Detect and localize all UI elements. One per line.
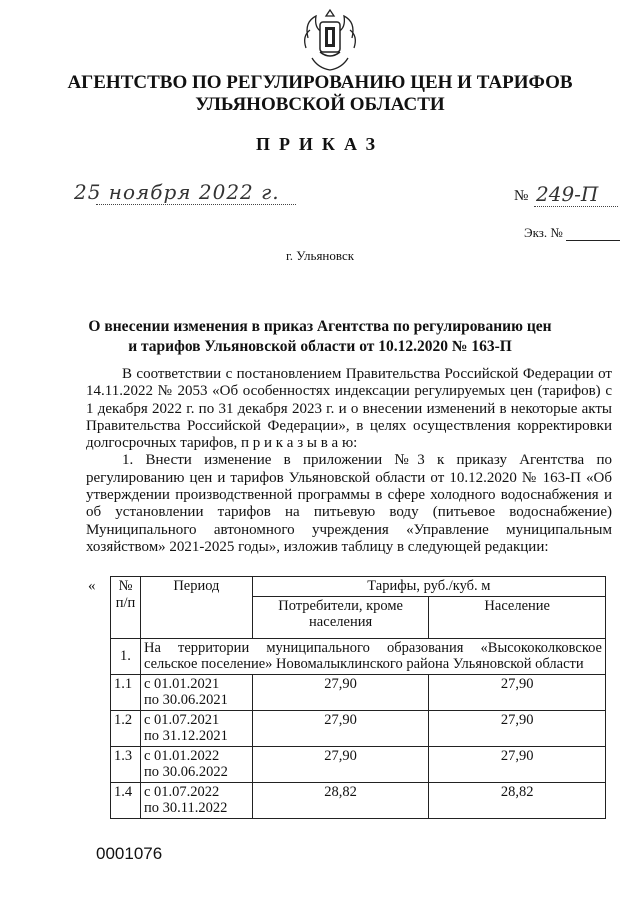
table-row — [111, 674, 606, 710]
population-value-cell: 27,90 — [429, 674, 606, 710]
date-underline — [96, 204, 296, 205]
row-num-cell: 1.2 — [111, 710, 141, 746]
header-period-cell: Период — [140, 577, 252, 639]
period-to: по 30.06.2022 — [143, 764, 228, 780]
copy-number-line — [566, 240, 620, 241]
order-subject — [0, 317, 640, 357]
table-row — [111, 746, 606, 782]
period-from: с 01.01.2022 — [143, 747, 220, 764]
table-row — [111, 782, 606, 818]
period-from: с 01.01.2021 — [143, 675, 220, 692]
consumers-value-cell: 27,90 — [252, 674, 429, 710]
row-num-cell: 1.3 — [111, 746, 141, 782]
period-from: с 01.07.2021 — [143, 711, 220, 728]
table-row — [111, 710, 606, 746]
period-to: по 30.11.2022 — [143, 800, 228, 816]
section-num-cell: 1. — [111, 638, 141, 674]
subject-line2: и тарифов Ульяновской области от 10.12.2020 № 163-П — [128, 338, 512, 355]
consumers-value-cell: 27,90 — [252, 746, 429, 782]
subject-line1: О внесении изменения в приказ Агентства по регулированию цен — [88, 318, 552, 335]
agency-name-line2: УЛЬЯНОВСКОЙ ОБЛАСТИ — [195, 94, 445, 115]
agency-name — [0, 72, 640, 116]
header-num-cell: № п/п — [111, 577, 141, 639]
population-value-cell: 27,90 — [429, 710, 606, 746]
agency-name-line1: АГЕНТСТВО ПО РЕГУЛИРОВАНИЮ ЦЕН И ТАРИФОВ — [67, 72, 573, 93]
table-opening-quote: « — [88, 578, 96, 594]
table-section-row — [111, 638, 606, 674]
row-num-cell: 1.4 — [111, 782, 141, 818]
city-name: г. Ульяновск — [285, 248, 355, 263]
period-to: по 31.12.2021 — [143, 728, 228, 744]
document-serial-number: 0001076 — [96, 844, 163, 863]
period-to: по 30.06.2021 — [143, 692, 228, 708]
header-consumers-cell: Потребители, кроме населения — [252, 596, 429, 638]
row-period-cell — [140, 674, 252, 710]
row-period-cell — [140, 710, 252, 746]
number-prefix: № — [514, 188, 529, 204]
handwritten-number: 249-П — [536, 182, 599, 206]
coat-of-arms-emblem — [298, 8, 362, 72]
body-paragraph-2: 1. Внести изменение в приложении №3 к приказу Агентства по регулированию цен и тарифов Ульяновской области от 10.12.2020 № 163-П «Об утверждении производственной программы в сфере холодного водоснабжения и об установлении тарифов на питьевую воду (питьевое водоснабжение) Муниципального автономного учреждения «Управление муниципальным хозяйством» 2021-2025 годы», изложив таблицу в следующей редакции: — [86, 452, 612, 555]
table-header-row — [111, 577, 606, 597]
tariff-table — [110, 576, 606, 819]
consumers-value-cell: 27,90 — [252, 710, 429, 746]
document-type-title: ПРИКАЗ — [255, 134, 385, 154]
population-value-cell: 27,90 — [429, 746, 606, 782]
row-period-cell — [140, 782, 252, 818]
number-underline — [534, 206, 618, 207]
header-tariffs-cell: Тарифы, руб./куб. м — [252, 577, 605, 597]
section-text-cell: На территории муниципального образования «Высококолковское сельское поселение» Новомалыклинского района Ульяновской области — [140, 638, 605, 674]
handwritten-date: 25 ноября 2022 г. — [74, 180, 280, 204]
header-population-cell: Население — [429, 596, 606, 638]
copy-number-label: Экз. № — [524, 225, 563, 240]
row-num-cell: 1.1 — [111, 674, 141, 710]
population-value-cell: 28,82 — [429, 782, 606, 818]
row-period-cell — [140, 746, 252, 782]
body-paragraph-1: В соответствии с постановлением Правительства Российской Федерации от 14.11.2022 № 2053 «Об особенностях индексации регулируемых цен (тарифов) с 1 декабря 2022 г. по 31 декабря 2023 г. и о внесении изменений в некоторые акты Правительства Российской Федерации», в целях осуществления корректировки долгосрочных тарифов, п р и к а з ы в а ю: — [86, 366, 612, 452]
consumers-value-cell: 28,82 — [252, 782, 429, 818]
period-from: с 01.07.2022 — [143, 783, 220, 800]
order-body — [86, 366, 612, 556]
